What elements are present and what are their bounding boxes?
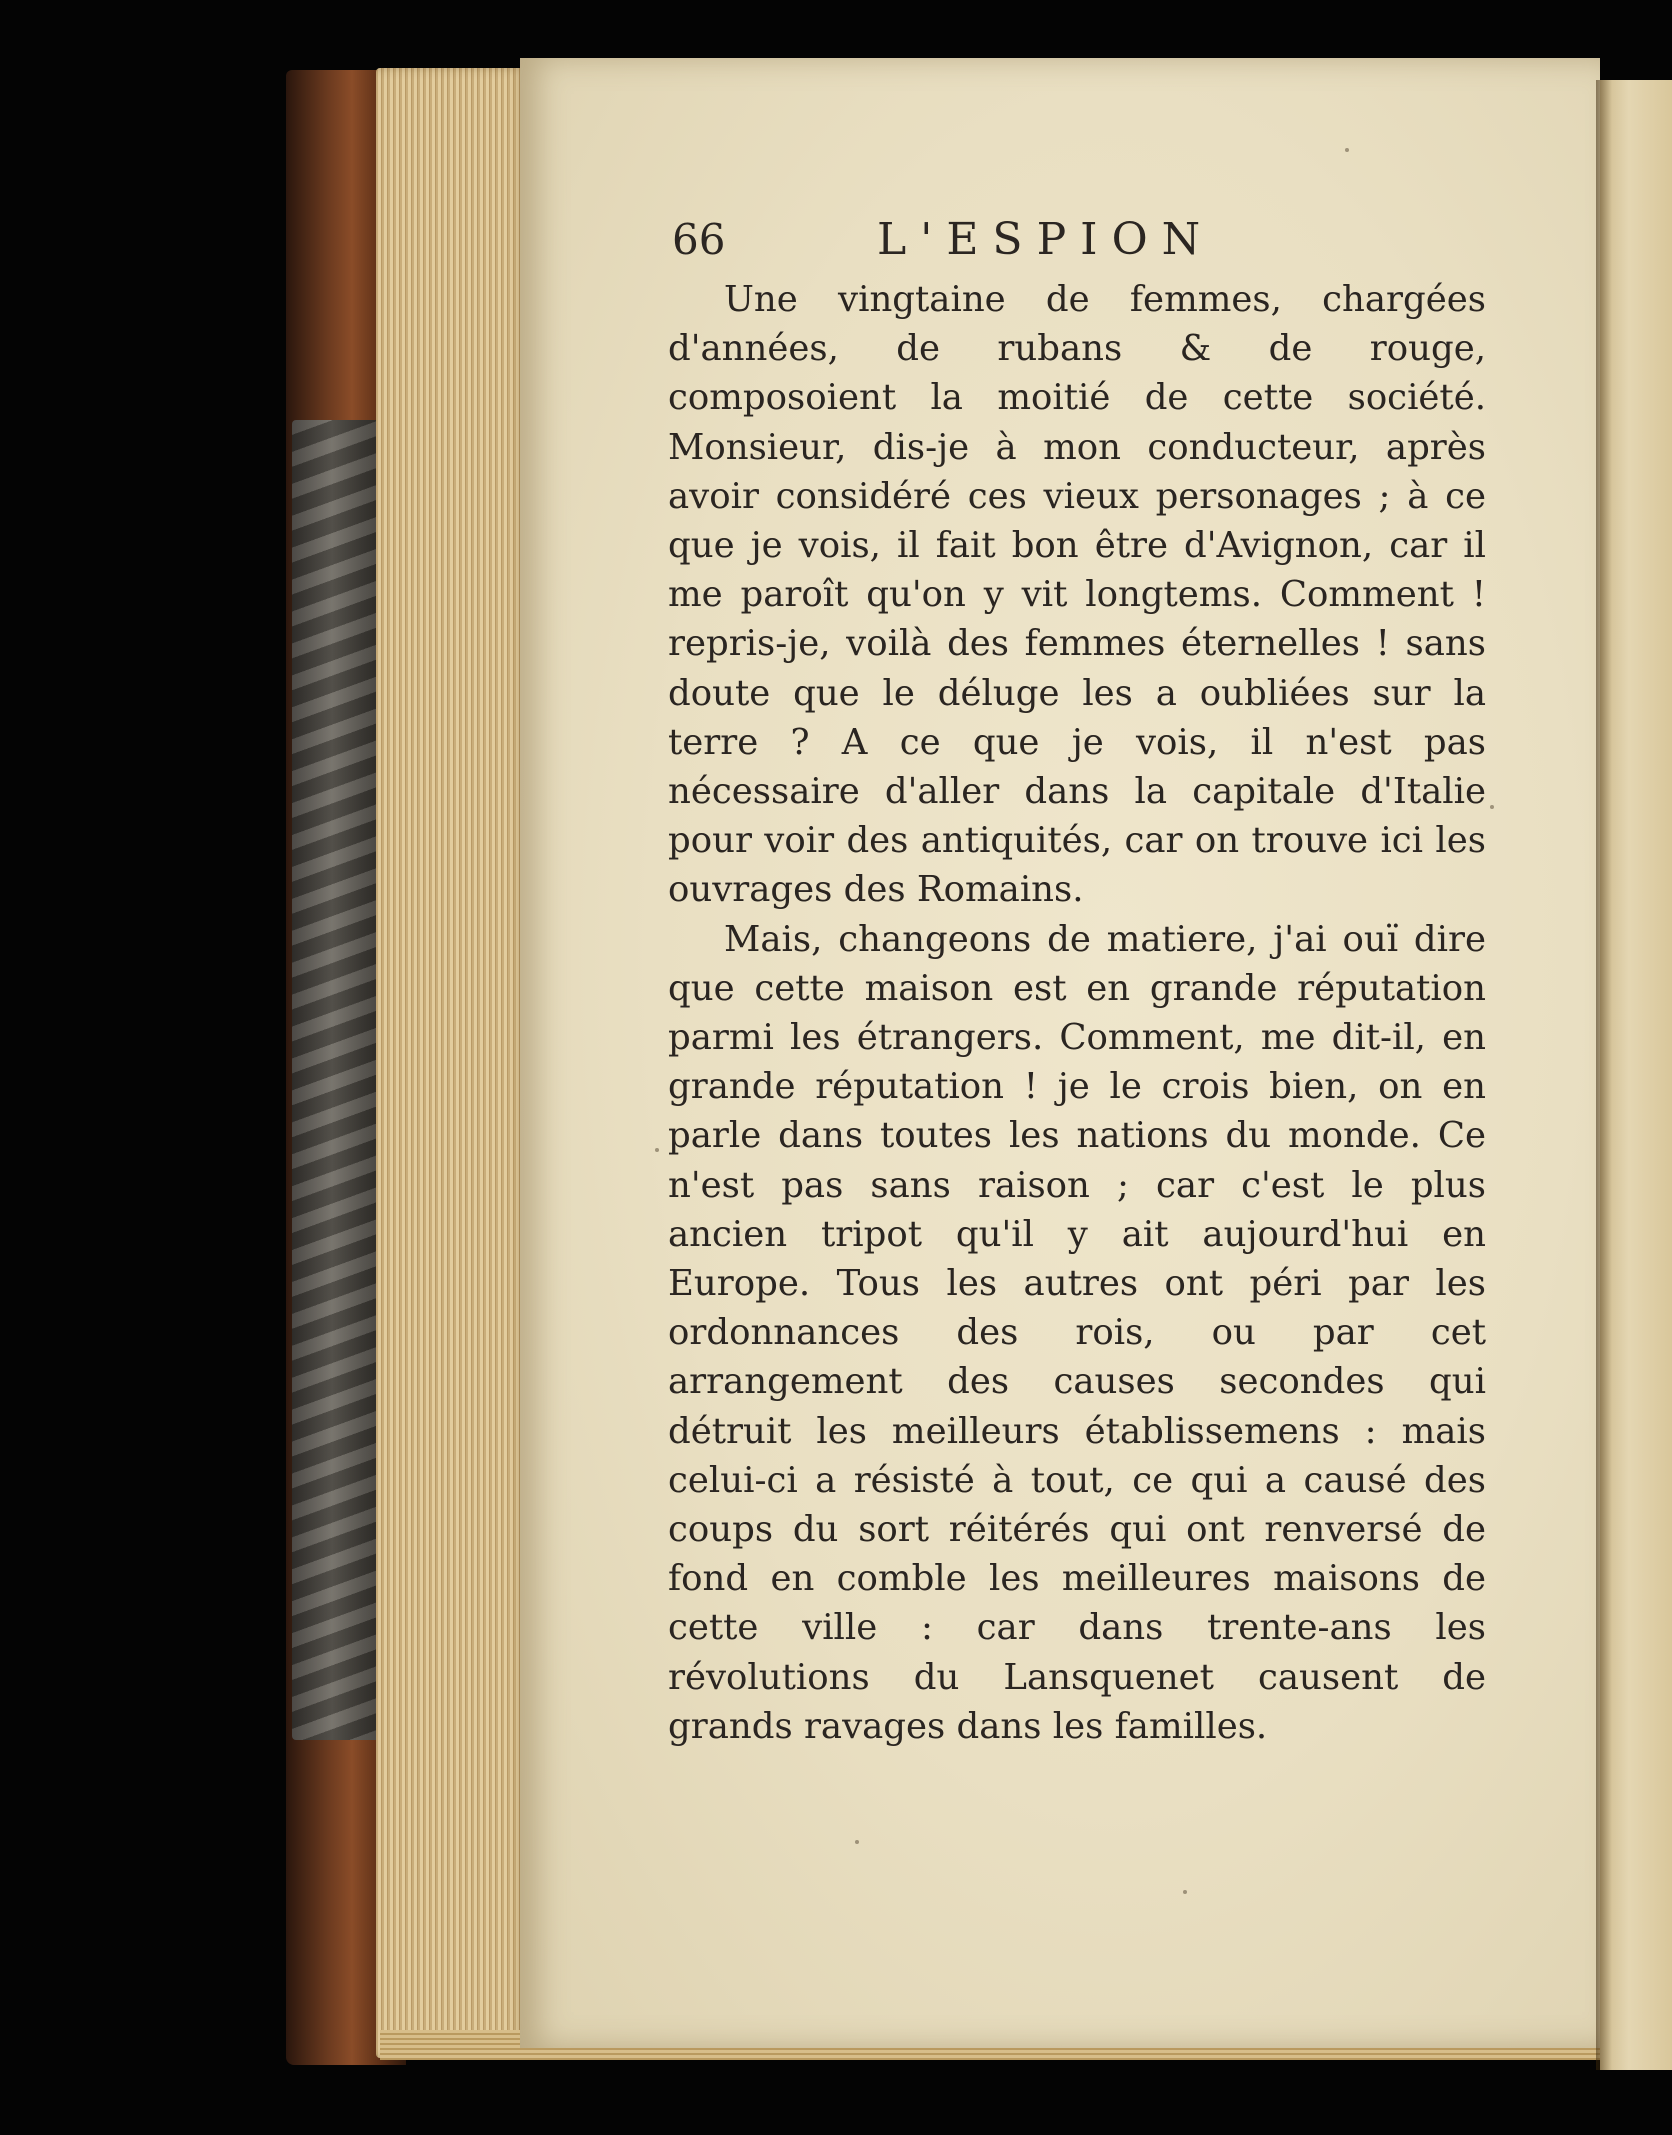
speck — [1490, 805, 1494, 809]
paragraph-1: Une vingtaine de femmes, chargées d'années, de rubans & de rouge, composoient la moitié de cette société. Monsieur, dis-je à mon conducteur, après avoir considéré ces vieux personages ; à ce que je vois, il fait bon être d'Avignon, car il me paroît qu'on y vit longtems. Comment ! repris-je, voilà des femmes éternelles ! sans doute que le déluge les a oubliées sur la terre ? A ce que je vois, il n'est pas nécessaire d'aller dans la capitale d'Italie pour voir des antiquités, car on trouve ici les ouvrages des Romains. — [668, 279, 1486, 911]
page-body — [668, 275, 1486, 1751]
page-edges — [376, 68, 526, 2058]
page-number: 66 — [672, 215, 726, 264]
paragraph-2: Mais, changeons de matiere, j'ai ouï dire que cette maison est en grande réputation parmi les étrangers. Comment, me dit-il, en grande réputation ! je le crois bien, on en parle dans toutes les nations du monde. Ce n'est pas sans raison ; car c'est le plus ancien tripot qu'il y ait aujourd'hui en Europe. Tous les autres ont péri par les ordonnances des rois, ou par cet arrangement des causes secondes qui détruit les meilleurs établissemens : mais celui-ci a résisté à tout, ce qui a causé des coups du sort réitérés qui ont renversé de fond en comble les meilleures maisons de cette ville : car dans trente-ans les révolutions du Lansquenet causent de grands ravages dans les familles. — [668, 918, 1486, 1747]
running-title: L'ESPION — [877, 214, 1215, 265]
page-header — [672, 210, 1492, 270]
gutter-shadow — [1596, 80, 1612, 2070]
speck — [1183, 1890, 1187, 1894]
speck — [655, 1148, 659, 1152]
speck — [855, 1840, 859, 1844]
speck — [1345, 148, 1349, 152]
